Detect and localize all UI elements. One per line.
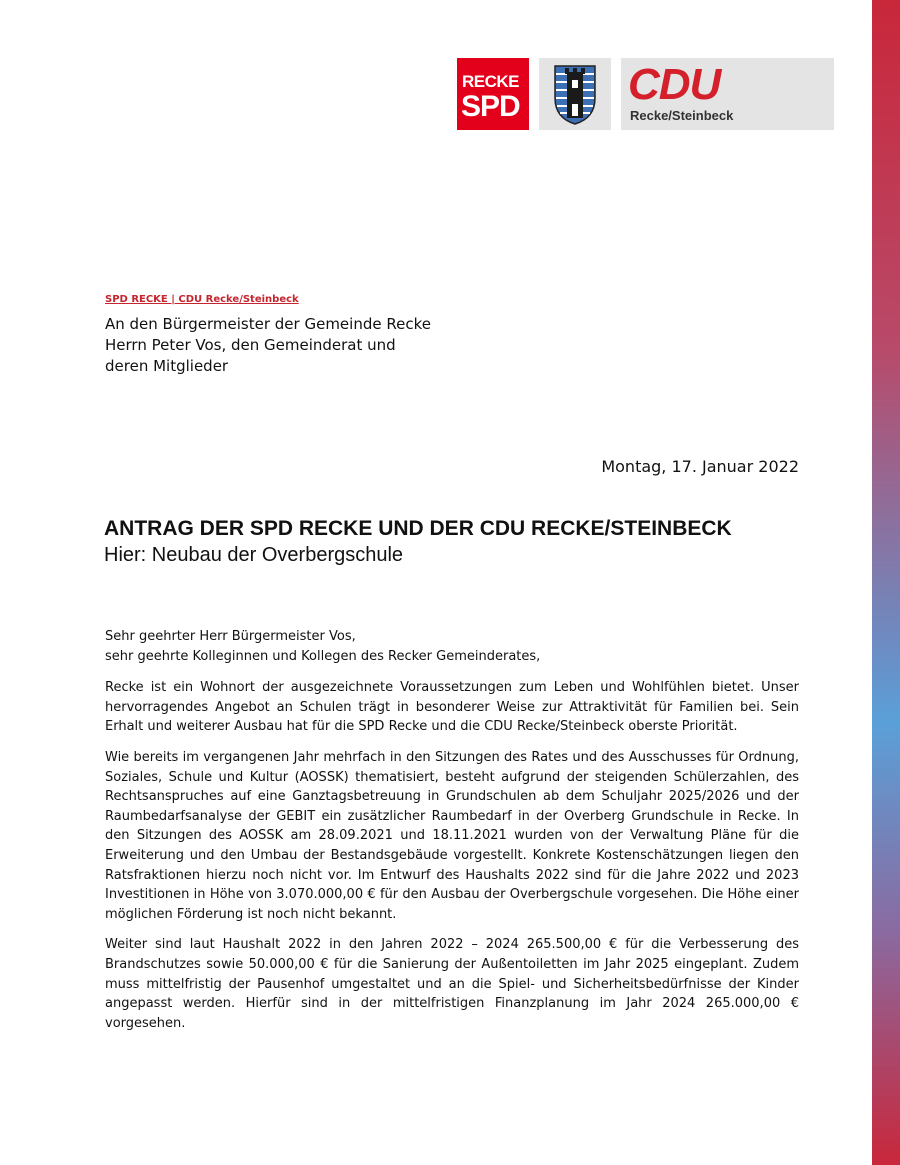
side-color-bar [872,0,900,1165]
salutation-line: Sehr geehrter Herr Bürgermeister Vos, [105,629,356,644]
spd-recke-logo [457,58,529,130]
cdu-logo-text: CDU [628,60,721,109]
recke-coat-of-arms-icon [539,58,611,130]
salutation-line: sehr geehrte Kolleginnen und Kollegen des Recker Gemeinderates, [105,648,541,664]
letter-body [105,627,799,1044]
body-paragraph: Recke ist ein Wohnort der ausgezeichnete Voraussetzungen zum Leben und Wohlfühlen bietet. Unser hervorragendes Angebot an Schulen trägt in besonderer Weise zur Attraktivität für Familien bei. Sein Erhalt und weiterer Ausbau hat für die SPD Recke und die CDU Recke/Steinbeck oberste Priorität. [105,680,799,735]
body-paragraph: Wie bereits im vergangenen Jahr mehrfach in den Sitzungen des Rates und des Ausschusses für Ordnung, Soziales, Schule und Kultur (AOSSK) thematisiert, besteht aufgrund der steigenden Schülerzahlen, des Rechtsanspruches auf eine Ganztagsbetreuung in Grundschulen ab dem Schuljahr 2025/2026 und der Raumbedarfsanalyse der GEBIT ein zusätzlicher Raumbedarf in der Overberg Grundschule in Recke. In den Sitzungen des AOSSK am 28.09.2021 und 18.11.2021 wurden von der Verwaltung Pläne für die Erweiterung und den Umbau der Bestandsgebäude vorgestellt. Konkrete Kostenschätzungen liegen den Ratsfraktionen hierzu noch nicht vor. Im Entwurf des Haushalts 2022 sind für die Jahre 2022 und 2023 Investitionen in Höhe von 3.070.000,00 € für den Ausbau der Overbergschule vorgesehen. Die Höhe einer möglichen Förderung ist noch nicht bekannt. [105,749,799,922]
salutation [105,627,799,666]
letter-date: Montag, 17. Januar 2022 [601,457,799,476]
recipient-address [105,314,431,377]
spd-logo-recke-text: RECKE [462,72,520,91]
document-subtitle: Hier: Neubau der Overbergschule [104,544,404,566]
sender-line: SPD RECKE | CDU Recke/Steinbeck [105,294,299,305]
cdu-recke-steinbeck-logo [621,58,834,130]
body-paragraph: Weiter sind laut Haushalt 2022 in den Jahren 2022 – 2024 265.500,00 € für die Verbesserung des Brandschutzes sowie 50.000,00 € für die Sanierung der Außentoiletten im Jahr 2025 eingeplant. Zudem muss mittelfristig der Pausenhof umgestaltet und an die Spiel- und Sicherheitsbedürfnisse der Kinder angepasst werden. Hierfür sind in der mittelfristigen Finanzplanung im Jahr 2024 265.000,00 € vorgesehen. [105,937,799,1031]
address-line: An den Bürgermeister der Gemeinde Recke [105,315,431,333]
address-line: Herrn Peter Vos, den Gemeinderat und [105,336,396,354]
spd-logo-spd-text: SPD [461,90,520,123]
document-title: ANTRAG DER SPD RECKE UND DER CDU RECKE/STEINBECK [104,517,732,540]
cdu-logo-subtitle: Recke/Steinbeck [630,108,734,123]
address-line: deren Mitglieder [105,357,229,375]
